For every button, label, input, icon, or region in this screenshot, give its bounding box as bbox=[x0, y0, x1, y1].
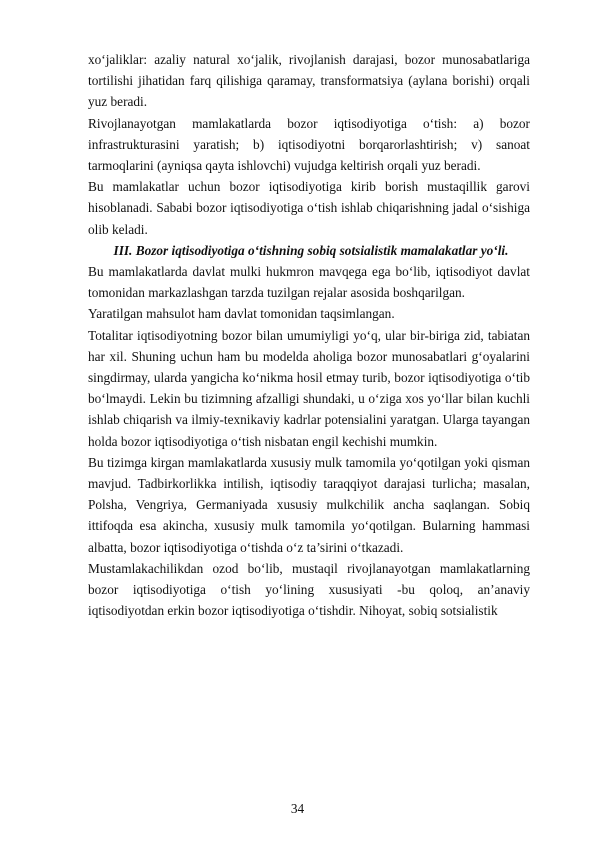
paragraph-independence: Bu mamlakatlar uchun bozor iqtisodiyotiga kirib borish mustaqillik garovi hisoblanadi. Sababi bozor iqtisodiyotiga o‘tish ishlab chiqarishning jadal o‘sishiga olib keladi. bbox=[88, 179, 530, 237]
document-page bbox=[88, 49, 530, 621]
page-number: 34 bbox=[290, 801, 305, 816]
paragraph-transformation: xo‘jaliklar: azaliy natural xo‘jalik, rivojlanish darajasi, bozor munosabatlariga tortilishi jihatidan farq qilishiga qaramay, transformatsiya (aylana borishi) orqali yuz beradi. bbox=[88, 52, 530, 110]
paragraph-developing-countries: Rivojlanayotgan mamlakatlarda bozor iqtisodiyotiga o‘tish: a) bozor infrastrukturasini yaratish; b) iqtisodiyotni borqarorlashtirish; v) sanoat tarmoqlarini (ayniqsa qayta ishlovchi) vujudga keltirish orqali yuz beradi. bbox=[88, 115, 530, 174]
section-heading: III. Bozor iqtisodiyotiga o‘tishning sobiq sotsialistik mamalakatlar yo‘li. bbox=[113, 242, 509, 258]
paragraph-totalitarian-economy: Totalitar iqtisodiyotning bozor bilan umumiyligi yo‘q, ular bir-biriga zid, tabiatan har xil. Shuning uchun ham bu modelda aholiga bozor munosabatlari g‘oyalarini singdirmay, ularda yangicha ko‘nikma hosil etmay turib, bozor iqtisodiyotiga o‘tib bo‘lmaydi. Lekin bu tizimning afzalligi shundaki, u o‘ziga xos yo‘llar bilan kuchli ishlab chiqarish va ilmiy-texnikaviy kadrlar potensialini yaratgan. Ularga tayangan holda bozor iqtisodiyotiga o‘tish nisbatan engil kechishi mumkin. bbox=[88, 327, 530, 449]
paragraph-distribution: Yaratilgan mahsulot ham davlat tomonidan taqsimlangan. bbox=[88, 306, 395, 322]
paragraph-colonial-countries: Mustamlakachilikdan ozod bo‘lib, mustaqil rivojlanayotgan mamlakatlarning bozor iqtisodiyotiga o‘tish yo‘lining xususiyati -bu qoloq, an’anaviy iqtisodiyotdan erkin bozor iqtisodiyotiga o‘tishdir. Nihoyat, sobiq sotsialistik bbox=[88, 560, 530, 619]
paragraph-state-property: Bu mamlakatlarda davlat mulki hukmron mavqega ega bo‘lib, iqtisodiyot davlat tomonidan markazlashgan tarzda tuzilgan rejalar asosida boshqarilgan. bbox=[88, 264, 530, 301]
paragraph-private-property: Bu tizimga kirgan mamlakatlarda xususiy mulk tamomila yo‘qotilgan yoki qisman mavjud. Tadbirkorlikka intilish, iqtisodiy taraqqiyot darajasi turlicha; masalan, Polsha, Vengriya, Germaniyada xususiy mulkchilik ancha saqlangan. Sobiq ittifoqda esa akincha, xususiy mulk tamomila yo‘qotilgan. Bularning hammasi albatta, bozor iqtisodiyotiga o‘tishda o‘z ta’sirini o‘tkazadi. bbox=[88, 454, 530, 555]
